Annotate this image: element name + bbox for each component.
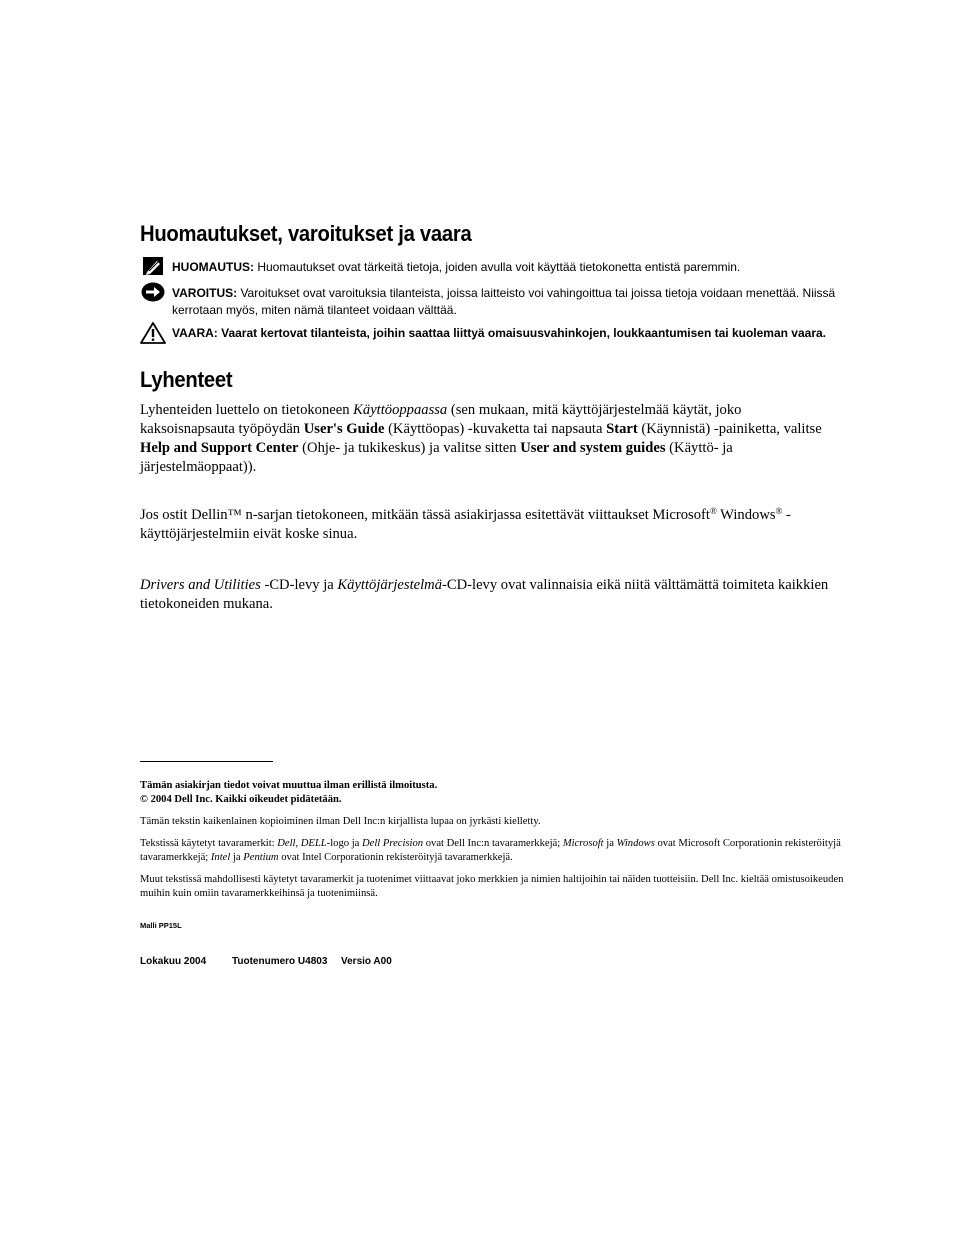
p2-text-1: Jos ostit Dellin™ n-sarjan tietokoneen, mitkään tässä asiakirjassa esitettävät viittaukset Microsoft <box>140 507 710 523</box>
note-pencil-icon <box>140 256 166 278</box>
caution-text <box>172 285 852 319</box>
tm-text: , <box>295 838 301 849</box>
tm-text: ja <box>230 852 244 863</box>
copyright-line: © 2004 Dell Inc. Kaikki oikeudet pidätetään. <box>140 794 342 805</box>
p3-text-1: -CD-levy ja <box>260 577 338 593</box>
warning-text <box>172 325 852 342</box>
warning-triangle-icon <box>140 322 166 344</box>
tm-italic: Pentium <box>243 852 279 863</box>
p1-text-6: (Käyttö- ja järjestelmäoppaat)). <box>140 440 733 475</box>
abbreviations-paragraph <box>140 401 830 477</box>
tm-text: Tekstissä käytetyt tavaramerkit: <box>140 838 278 849</box>
caution-body: Varoitukset ovat varoituksia tilanteista, joissa laitteisto voi vahingoittua tai joissa tietoja voidaan menettää. Niissä kerrotaan myös, miten nämä tilanteet voidaan välttää. <box>172 286 836 317</box>
registered-mark: ® <box>775 506 783 516</box>
tm-italic: Dell <box>277 838 296 849</box>
tm-italic: Microsoft <box>562 838 604 849</box>
notice-block <box>140 779 850 807</box>
section-title-abbreviations: Lyhenteet <box>140 367 233 392</box>
tm-text: ovat Intel Corporationin rekisteröityjä tavaramerkkejä. <box>278 852 513 863</box>
p1-text-1: Lyhenteiden luettelo on tietokoneen <box>140 402 354 418</box>
n-series-paragraph <box>140 506 830 544</box>
tm-text: ovat Dell Inc:n tavaramerkkejä; <box>423 838 563 849</box>
p3-italic-drivers: Drivers and Utilities <box>140 577 261 593</box>
p3-text-2: -CD-levy ovat valinnaisia eikä niitä välttämättä toimiteta kaikkien tietokoneiden mukana. <box>140 577 829 612</box>
footnote-divider <box>140 761 273 762</box>
warning-label: VAARA: <box>172 326 218 340</box>
model-number: Malli PP15L <box>140 921 182 930</box>
trademark-notice <box>140 837 850 865</box>
p1-bold-system-guides: User and system guides <box>520 440 666 456</box>
tm-text: ovat Microsoft Corporationin rekisteröityjä tavaramerkkejä; <box>140 838 841 863</box>
print-footer <box>140 956 392 967</box>
cd-paragraph <box>140 576 830 614</box>
other-trademarks-notice: Muut tekstissä mahdollisesti käytetyt tavaramerkit ja tuotenimet viittaavat joko merkkien ja nimien haltijoihin tai näiden tuotteisiin. Dell Inc. kieltää omistusoikeuden muihin kuin omiin tavaramerkkeihinsä ja tuotenimiinsä. <box>140 874 844 899</box>
p1-italic-guide: Käyttöoppaassa <box>353 402 448 418</box>
copying-notice: Tämän tekstin kaikenlainen kopioiminen ilman Dell Inc:n kirjallista lupaa on jyrkästi kielletty. <box>140 816 541 827</box>
footer-version: Versio A00 <box>341 956 392 967</box>
p3-italic-os: Käyttöjärjestelmä <box>337 577 443 593</box>
p1-text-3: (Käyttöopas) -kuvaketta tai napsauta <box>384 421 607 437</box>
p1-text-5: (Ohje- ja tukikeskus) ja valitse sitten <box>298 440 521 456</box>
footer-part-number: Tuotenumero U4803 <box>232 956 328 967</box>
section-title-notes: Huomautukset, varoitukset ja vaara <box>140 221 472 246</box>
caution-label: VAROITUS: <box>172 286 238 300</box>
footer-date: Lokakuu 2004 <box>140 956 207 967</box>
warning-body: Vaarat kertovat tilanteista, joihin saattaa liittyä omaisuusvahinkojen, loukkaantumisen tai kuoleman vaara. <box>217 326 826 340</box>
change-notice: Tämän asiakirjan tiedot voivat muuttua ilman erillistä ilmoitusta. <box>140 780 438 791</box>
tm-italic: Intel <box>210 852 231 863</box>
p1-text-4: (Käynnistä) -painiketta, valitse <box>637 421 822 437</box>
tm-text: -logo ja <box>326 838 362 849</box>
tm-italic: DELL <box>300 838 327 849</box>
p2-text-2: Windows <box>716 507 776 523</box>
p1-text-2: (sen mukaan, mitä käyttöjärjestelmää käytät, joko kaksoisnapsauta työpöydän <box>140 402 742 437</box>
tm-italic: Windows <box>616 838 655 849</box>
p1-bold-start: Start <box>606 421 638 437</box>
note-label: HUOMAUTUS: <box>172 260 254 274</box>
registered-mark: ® <box>709 506 717 516</box>
p2-text-3: -käyttöjärjestelmiin eivät koske sinua. <box>140 507 791 542</box>
p1-bold-help-center: Help and Support Center <box>140 440 299 456</box>
p1-bold-users-guide: User's Guide <box>303 421 385 437</box>
caution-arrow-icon <box>140 282 166 304</box>
note-text <box>172 259 852 276</box>
note-body: Huomautukset ovat tärkeitä tietoja, joiden avulla voit käyttää tietokonetta entistä paremmin. <box>254 260 741 274</box>
tm-italic: Dell Precision <box>362 838 424 849</box>
tm-text: ja <box>603 838 617 849</box>
